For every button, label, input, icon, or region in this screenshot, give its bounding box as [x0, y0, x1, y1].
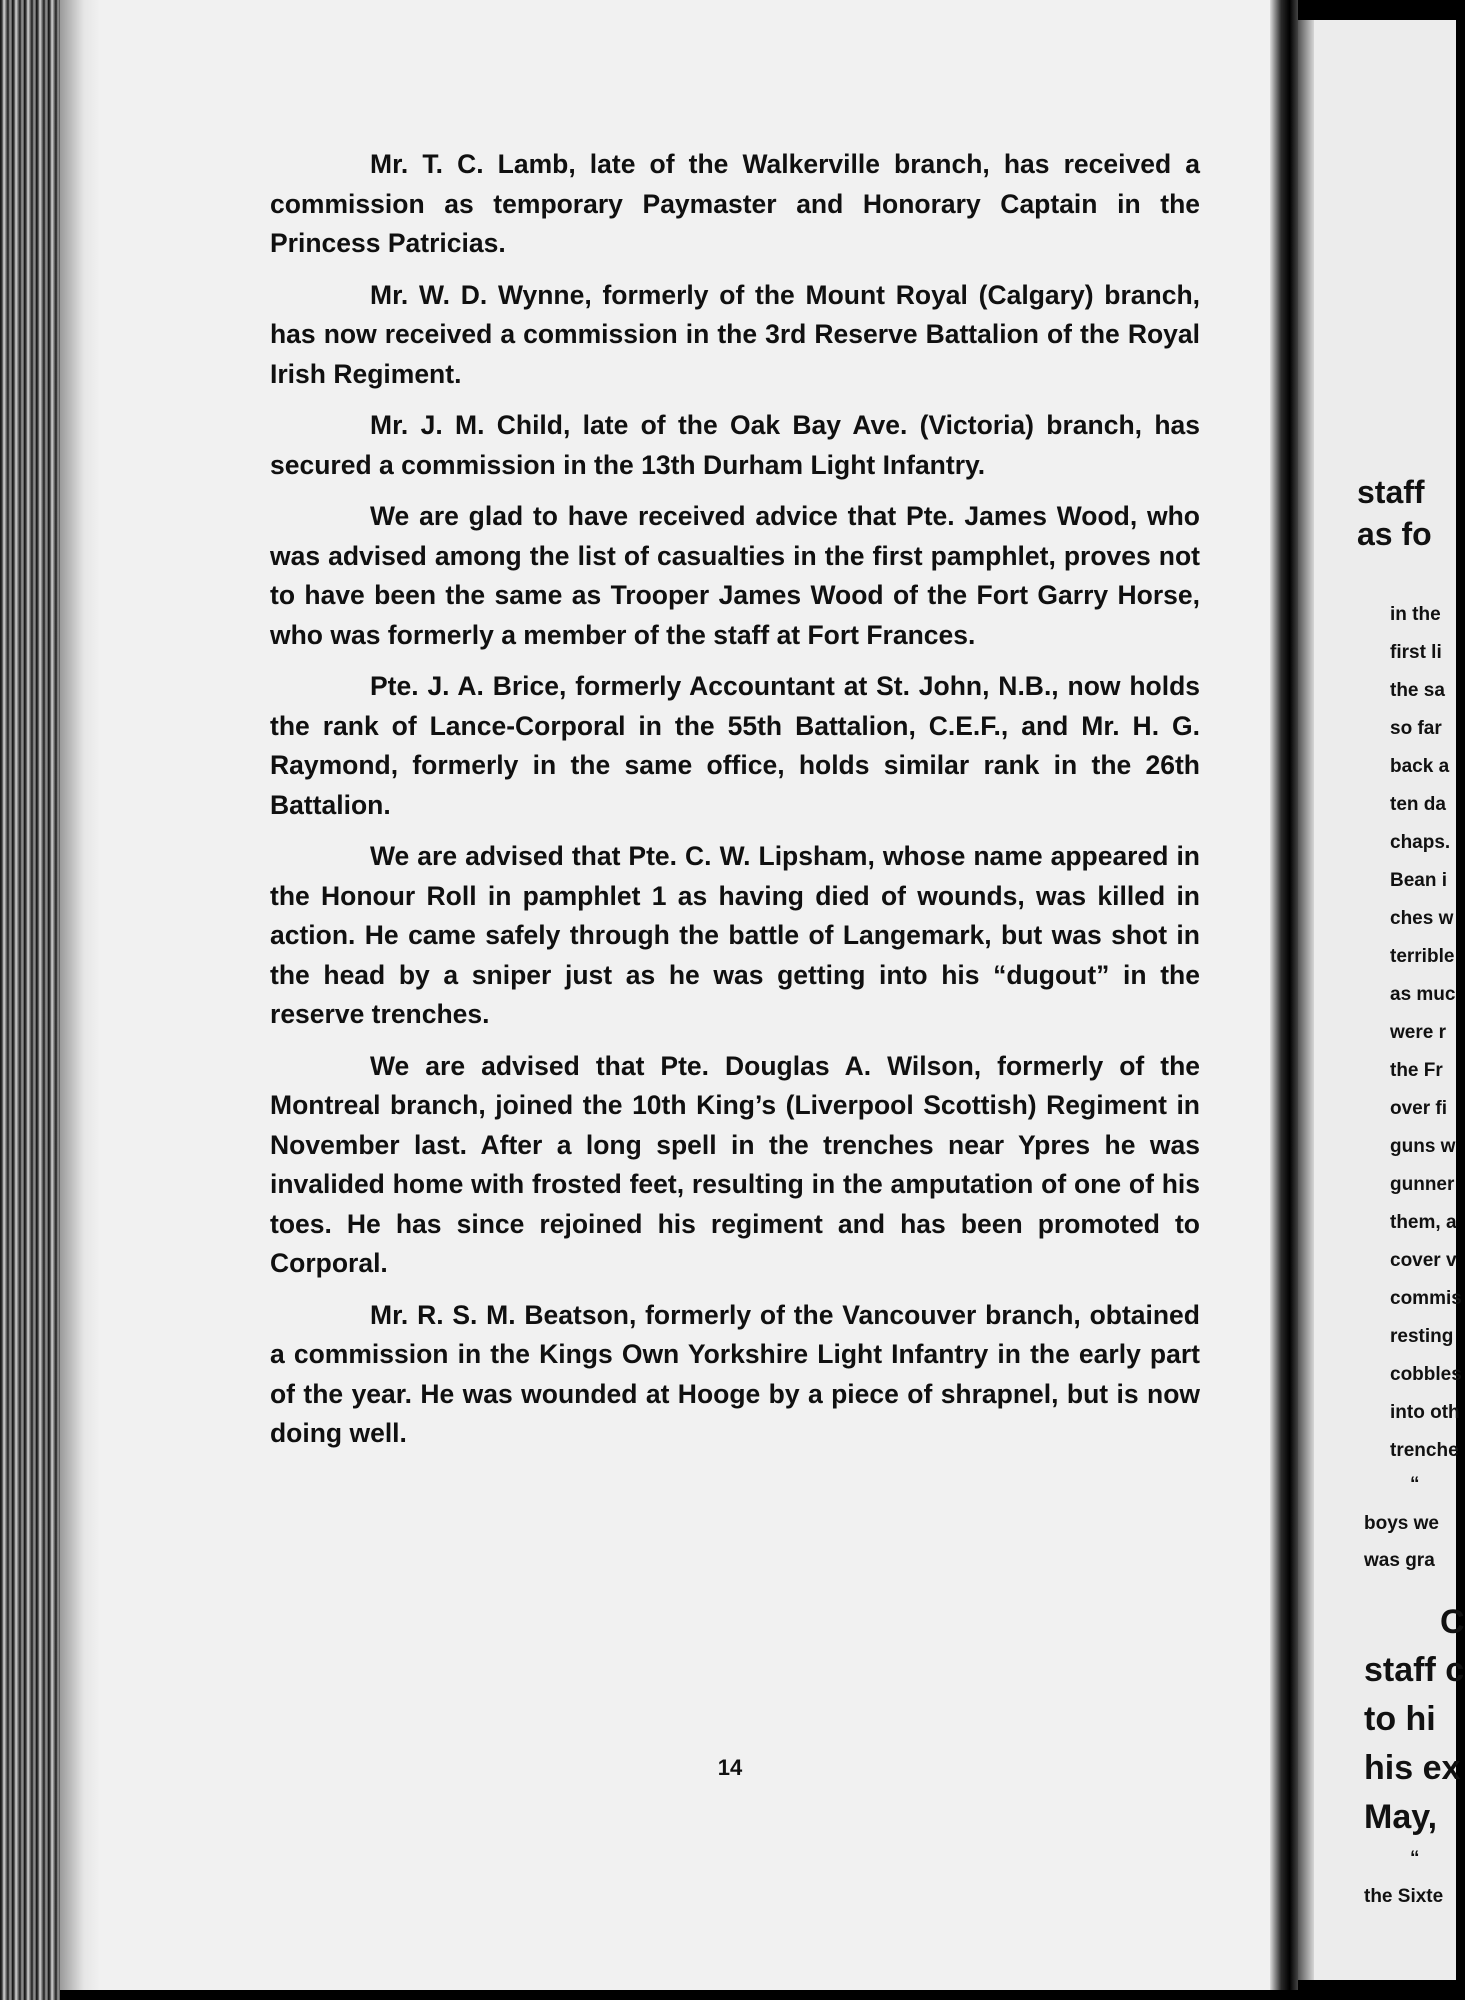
right-body-line: were r [1390, 1022, 1446, 1043]
right-large-line: to hi [1364, 1700, 1436, 1738]
right-large-line: his ex [1364, 1749, 1461, 1787]
right-body-line: commis [1390, 1288, 1462, 1309]
paragraph-lamb: Mr. T. C. Lamb, late of the Walkerville branch, has received a commission as temporary Paymaster and Honorary Captain in the Princess Patricias. [270, 149, 1200, 258]
paragraph-lipsham: We are advised that Pte. C. W. Lipsham, whose name appeared in the Honour Roll in pamphlet 1 as having died of wounds, was killed in action. He came safely through the battle of Langemark, but was shot in the head by a sniper just as he was getting into his “dugout” in the reserve trenches. [270, 841, 1200, 1029]
right-body-line: the Fr [1390, 1060, 1443, 1081]
paragraph-wood: We are glad to have received advice that Pte. James Wood, who was advised among the list of casualties in the first pamphlet, proves not to have been the same as Trooper James Wood of the Fort Garry Horse, who was formerly a member of the staff at Fort Frances. [270, 501, 1200, 650]
right-body-line: first li [1390, 642, 1442, 663]
right-tail-line: the Sixte [1364, 1886, 1444, 1907]
right-body-line: them, a [1390, 1212, 1457, 1233]
right-page-shadow [1298, 20, 1314, 1980]
paragraph-beatson: Mr. R. S. M. Beatson, formerly of the Vancouver branch, obtained a commission in the Kings Own Yorkshire Light Infantry in the early part of the year. He was wounded at Hooge by a piece of shrapnel, but is now doing well. [270, 1299, 1200, 1448]
right-body-line: “ [1410, 1474, 1420, 1495]
left-page-edge [60, 0, 100, 1990]
right-large-line: staff c [1364, 1651, 1465, 1689]
paragraph-child: Mr. J. M. Child, late of the Oak Bay Ave. (Victoria) branch, has secured a commission in the 13th Durham Light Infantry. [270, 410, 1200, 480]
right-body-line: into oth [1390, 1402, 1460, 1423]
right-body-line: cover v [1390, 1250, 1457, 1271]
right-body-line: gunner [1390, 1174, 1455, 1195]
page-number: 14 [717, 1755, 743, 1780]
right-body-line: boys we [1364, 1513, 1439, 1534]
right-body-line: in the [1390, 604, 1441, 625]
right-body-line: so far [1390, 718, 1442, 739]
right-body-line: cobbles [1390, 1364, 1462, 1385]
right-body-line: Bean i [1390, 870, 1448, 891]
right-body-line: guns w [1390, 1136, 1456, 1157]
right-body-line: was gra [1364, 1550, 1435, 1571]
right-tail-line: “ [1410, 1848, 1420, 1869]
right-large-line: C [1440, 1603, 1465, 1641]
right-body-line: the sa [1390, 680, 1445, 701]
paragraph-brice: Pte. J. A. Brice, formerly Accountant at St. John, N.B., now holds the rank of Lance-Corporal in the 55th Battalion, C.E.F., and Mr. H. G. Raymond, formerly in the same office, holds similar rank in the 26th Battalion. [270, 671, 1200, 820]
paragraph-wynne: Mr. W. D. Wynne, formerly of the Mount Royal (Calgary) branch, has now received a commission in the 3rd Reserve Battalion of the Royal Irish Regiment. [270, 279, 1200, 389]
book-gutter [1270, 0, 1298, 2000]
right-body-line: resting [1390, 1326, 1454, 1347]
right-body-line: back a [1390, 756, 1450, 777]
right-body-line: as muc [1390, 984, 1456, 1005]
left-page-text [270, 145, 1200, 1466]
right-body-line: chaps. [1390, 832, 1451, 853]
right-heading-line: as fo [1357, 516, 1432, 552]
right-large-line: May, [1364, 1798, 1438, 1836]
right-body-line: terrible [1390, 946, 1455, 967]
right-heading-line: staff [1357, 474, 1425, 510]
right-body-line: ches w [1390, 908, 1454, 929]
bottom-border [60, 1990, 1300, 2000]
right-body-line: ten da [1390, 794, 1446, 815]
paragraph-wilson: We are advised that Pte. Douglas A. Wilson, formerly of the Montreal branch, joined the 10th King’s (Liverpool Scottish) Regiment in November last. After a long spell in the trenches near Ypres he was invalided home with frosted feet, resulting in the amputation of one of his toes. He has since rejoined his regiment and has been promoted to Corporal. [270, 1050, 1200, 1278]
right-body-line: over fi [1390, 1098, 1448, 1119]
right-body-line: trenche [1390, 1440, 1459, 1461]
